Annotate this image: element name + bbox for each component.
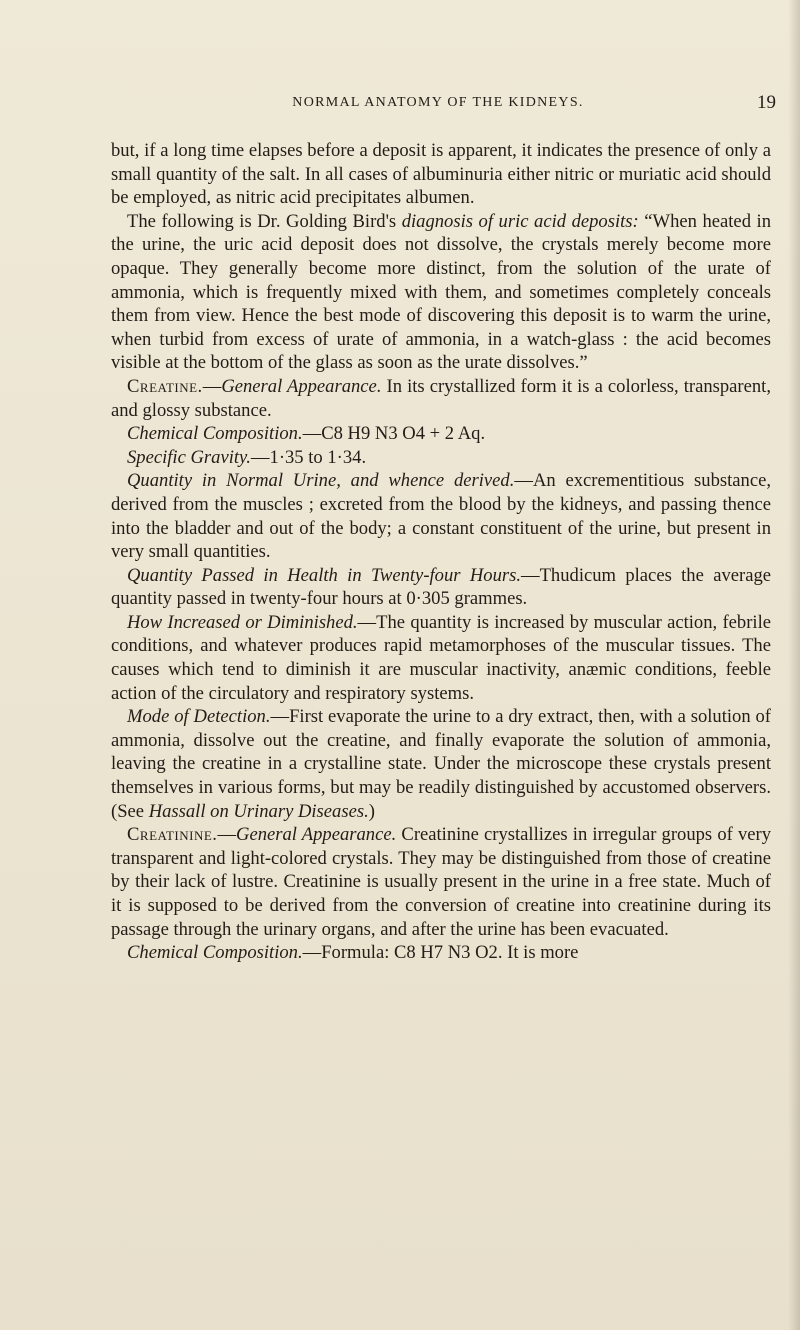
subheading-quantity-passed: Quantity Passed in Health in Twenty-four Hours. (127, 564, 521, 586)
body-text (111, 139, 771, 965)
emphasis-uric-acid-deposits: diagnosis of uric acid deposits: (401, 210, 639, 232)
subheading-how-increased: How Increased or Diminished. (127, 611, 358, 633)
reference-hassall: Hassall on Urinary Diseases. (148, 800, 369, 822)
subheading-chemical-composition: Chemical Composition. (127, 423, 303, 445)
page-header (100, 92, 776, 116)
paragraph-golding-bird: The following is Dr. Golding Bird's diagnosis of uric acid deposits: “When heated in the urine, the uric acid deposit does not dissolve, the crystals merely become more opaque. They generally become more distinct, from the solution of the urate of ammonia, which is frequently mixed with them, and sometimes completely conceals them from view. Hence the best mode of discovering this deposit is to warm the urine, when turbid from excess of urate of ammonia, in a watch-glass : the acid becomes visible at the bottom of the glass as soon as the urate dissolves.” (111, 210, 771, 374)
paragraph-quantity-normal-urine: Quantity in Normal Urine, and whence derived.—An excrementitious substance, derived from the muscles ; excreted from the blood by the kidneys, and passing thence into the bladder and out of the body; a constant constituent of the urine, but present in very small quantities. (111, 470, 771, 563)
subheading-mode-of-detection: Mode of Detection. (127, 706, 271, 728)
page-edge-shadow (788, 0, 800, 1330)
subheading-general-appearance: General Appearance. (221, 375, 382, 397)
paragraph-creatine: Creatine.—General Appearance. In its crystallized form it is a colorless, transparent, and glossy substance. (111, 375, 771, 421)
subheading-creatinine-composition: Chemical Composition. (127, 942, 303, 964)
heading-creatinine: Creatinine. (127, 824, 218, 846)
paragraph-how-increased: How Increased or Diminished.—The quantity is increased by muscular action, febrile conditions, and whatever produces rapid metamorphoses of the muscular tissues. The causes which tend to diminish it are muscular inactivity, anæmic conditions, feeble action of the circulatory and respiratory systems. (111, 611, 771, 704)
paragraph-creatinine: Creatinine.—General Appearance. Creatinine crystallizes in irregular groups of very transparent and light-colored crystals. They may be distinguished from those of creatine by their lack of lustre. Creatinine is usually present in the urine in a free state. Much of it is supposed to be derived from the conversion of creatine into creatinine during its passage through the urinary organs, and after the urine has been evacuated. (111, 824, 771, 940)
paragraph-quantity-passed: Quantity Passed in Health in Twenty-four Hours.—Thudicum places the average quantity passed in twenty-four hours at 0·305 grammes. (111, 564, 771, 610)
paragraph-specific-gravity: Specific Gravity.—1·35 to 1·34. (127, 446, 367, 468)
running-head: NORMAL ANATOMY OF THE KIDNEYS. (292, 95, 584, 110)
paragraph-mode-of-detection: Mode of Detection.—First evaporate the urine to a dry extract, then, with a solution of ammonia, dissolve out the creatine, and finally evaporate the solution of ammonia, leaving the creatine in a crystalline state. Under the microscope these crystals present themselves in various forms, but may be readily distinguished by accustomed observers. (See Hassall on Urinary Diseases.) (111, 706, 771, 822)
paragraph-continuation: but, if a long time elapses before a deposit is apparent, it indicates the presence of only a small quantity of the salt. In all cases of albuminuria either nitric or muriatic acid should be employed, as nitric acid precipitates albumen. (111, 140, 771, 209)
page-number: 19 (757, 92, 776, 113)
paragraph-chemical-composition: Chemical Composition.—C8 H9 N3 O4 + 2 Aq. (127, 423, 486, 445)
paragraph-creatinine-composition: Chemical Composition.—Formula: C8 H7 N3 O2. It is more (127, 942, 579, 964)
subheading-quantity-normal-urine: Quantity in Normal Urine, and whence derived. (127, 470, 515, 492)
subheading-creatinine-appearance: General Appearance. (236, 824, 397, 846)
heading-creatine: Creatine. (127, 375, 203, 397)
subheading-specific-gravity: Specific Gravity. (127, 446, 251, 468)
